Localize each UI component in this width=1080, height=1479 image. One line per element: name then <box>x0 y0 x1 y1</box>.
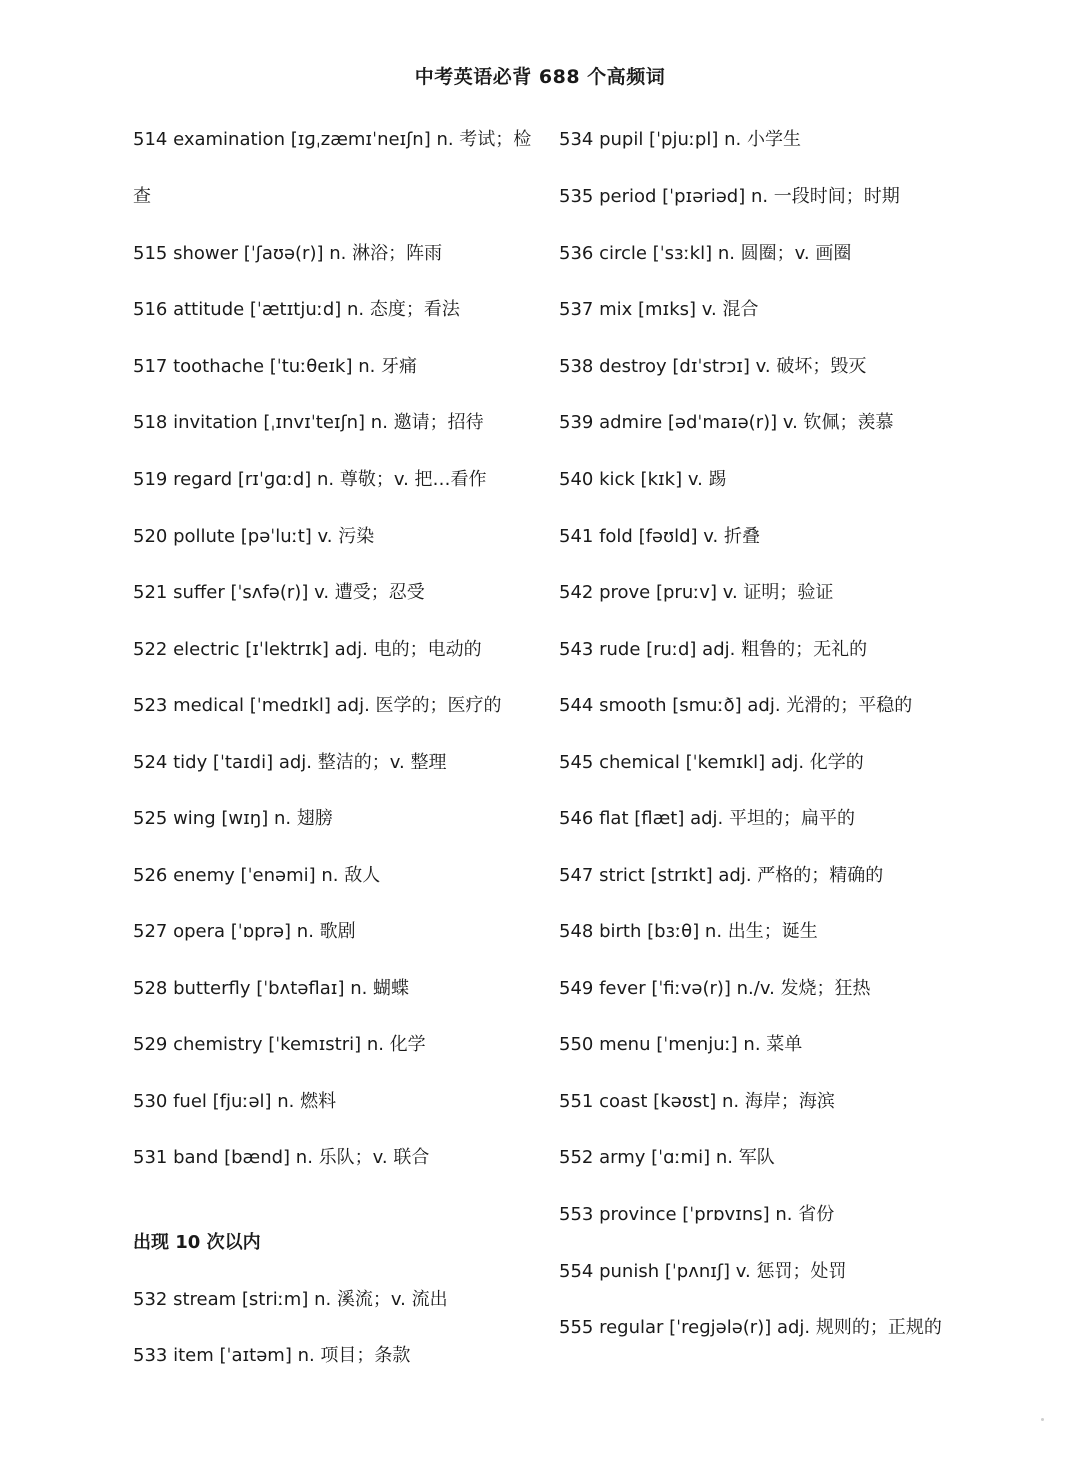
vocab-entry: 543 rude [ruːd] adj. 粗鲁的；无礼的 <box>559 639 868 660</box>
vocab-entry: 535 period [ˈpɪəriəd] n. 一段时间；时期 <box>559 186 900 207</box>
vocab-entry: 527 opera [ˈɒprə] n. 歌剧 <box>133 921 356 942</box>
vocab-entry: 528 butterfly [ˈbʌtəflaɪ] n. 蝴蝶 <box>133 978 410 999</box>
vocab-entry: 536 circle [ˈsɜːkl] n. 圆圈；v. 画圈 <box>559 243 852 264</box>
vocab-entry: 521 suffer [ˈsʌfə(r)] v. 遭受；忍受 <box>133 582 425 603</box>
vocab-entry: 549 fever [ˈfiːvə(r)] n./v. 发烧；狂热 <box>559 978 871 999</box>
vocab-entry: 553 province [ˈprɒvɪns] n. 省份 <box>559 1204 835 1225</box>
vocab-entry: 523 medical [ˈmedɪkl] adj. 医学的；医疗的 <box>133 695 502 716</box>
vocab-entry: 552 army [ˈɑːmi] n. 军队 <box>559 1147 775 1168</box>
vocab-entry: 544 smooth [smuːð] adj. 光滑的；平稳的 <box>559 695 913 716</box>
vocab-entry: 542 prove [pruːv] v. 证明；验证 <box>559 582 834 603</box>
section-heading: 出现 10 次以内 <box>133 1232 261 1253</box>
vocab-entry: 529 chemistry [ˈkemɪstri] n. 化学 <box>133 1034 426 1055</box>
vocab-entry: 546 flat [flæt] adj. 平坦的；扁平的 <box>559 808 855 829</box>
vocab-entry: 530 fuel [fjuːəl] n. 燃料 <box>133 1091 337 1112</box>
vocab-entry: 540 kick [kɪk] v. 踢 <box>559 469 727 490</box>
vocab-entry: 533 item [ˈaɪtəm] n. 项目；条款 <box>133 1345 411 1366</box>
vocab-entry: 545 chemical [ˈkemɪkl] adj. 化学的 <box>559 752 864 773</box>
vocab-entry: 538 destroy [dɪˈstrɔɪ] v. 破坏；毁灭 <box>559 356 867 377</box>
vocab-entry: 519 regard [rɪˈɡɑːd] n. 尊敬；v. 把…看作 <box>133 469 487 490</box>
vocab-entry: 554 punish [ˈpʌnɪʃ] v. 惩罚；处罚 <box>559 1261 847 1282</box>
vocab-entry: 524 tidy [ˈtaɪdi] adj. 整洁的；v. 整理 <box>133 752 447 773</box>
vocab-entry: 517 toothache [ˈtuːθeɪk] n. 牙痛 <box>133 356 418 377</box>
vocab-entry: 550 menu [ˈmenjuː] n. 菜单 <box>559 1034 803 1055</box>
vocab-entry: 555 regular [ˈreɡjələ(r)] adj. 规则的；正规的 <box>559 1317 942 1338</box>
vocab-entry: 516 attitude [ˈætɪtjuːd] n. 态度；看法 <box>133 299 460 320</box>
vocab-entry: 525 wing [wɪŋ] n. 翅膀 <box>133 808 333 829</box>
page-corner-mark <box>1041 1418 1044 1421</box>
vocab-entry: 514 examination [ɪɡˌzæmɪˈneɪʃn] n. 考试；检 <box>133 129 532 150</box>
vocab-entry: 547 strict [strɪkt] adj. 严格的；精确的 <box>559 865 884 886</box>
vocab-entry: 522 electric [ɪˈlektrɪk] adj. 电的；电动的 <box>133 639 482 660</box>
vocab-entry: 534 pupil [ˈpjuːpl] n. 小学生 <box>559 129 801 150</box>
vocab-entry: 526 enemy [ˈenəmi] n. 敌人 <box>133 865 381 886</box>
vocab-entry: 551 coast [kəʊst] n. 海岸；海滨 <box>559 1091 835 1112</box>
vocab-entry: 532 stream [striːm] n. 溪流；v. 流出 <box>133 1289 448 1310</box>
vocab-entry: 531 band [bænd] n. 乐队；v. 联合 <box>133 1147 430 1168</box>
vocab-entry: 539 admire [ədˈmaɪə(r)] v. 钦佩；羡慕 <box>559 412 894 433</box>
vocab-entry: 520 pollute [pəˈluːt] v. 污染 <box>133 526 375 547</box>
vocab-entry-continuation: 查 <box>133 186 151 207</box>
vocab-entry: 541 fold [fəʊld] v. 折叠 <box>559 526 760 547</box>
vocab-entry: 537 mix [mɪks] v. 混合 <box>559 299 759 320</box>
vocab-entry: 518 invitation [ˌɪnvɪˈteɪʃn] n. 邀请；招待 <box>133 412 484 433</box>
page-title: 中考英语必背 688 个高频词 <box>414 66 666 88</box>
vocab-entry: 548 birth [bɜːθ] n. 出生；诞生 <box>559 921 818 942</box>
vocab-entry: 515 shower [ˈʃaʊə(r)] n. 淋浴；阵雨 <box>133 243 443 264</box>
